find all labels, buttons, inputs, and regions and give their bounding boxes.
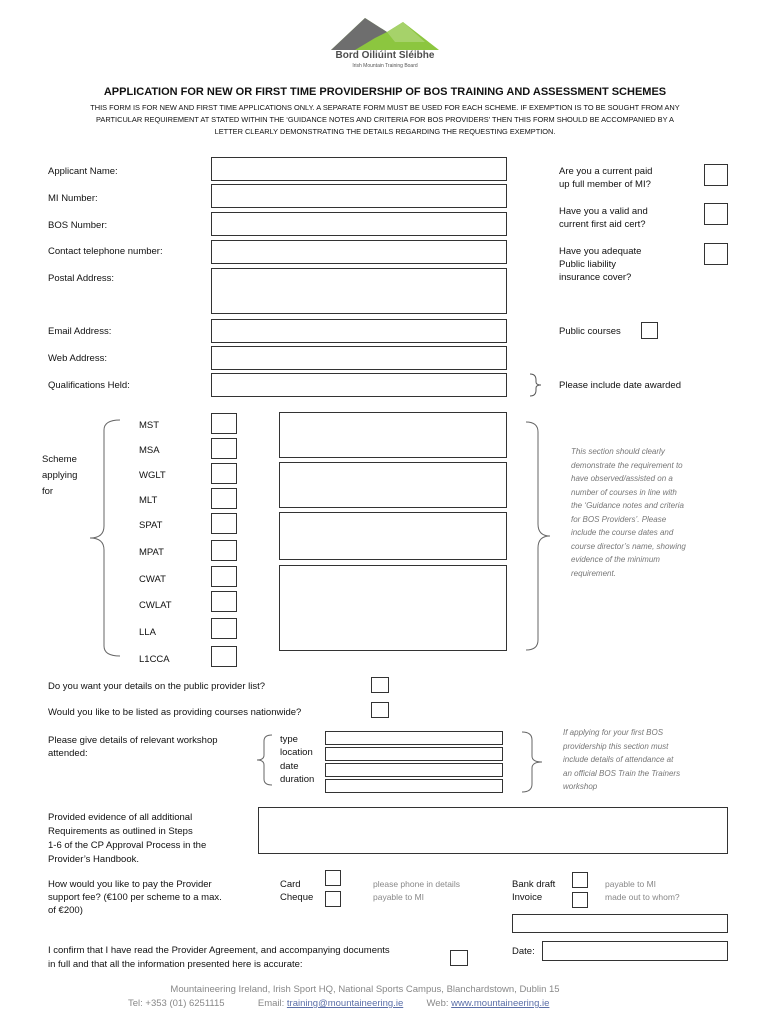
scheme-detail-field-2[interactable] [279,462,507,508]
workshop-note-line: include details of attendance at [563,755,674,764]
workshop-note-line: an official BOS Train the Trainers [563,768,681,778]
scheme-note-line: include the course dates and [571,528,674,537]
scheme-checkbox-mpat[interactable] [211,540,237,561]
intro-line-2: PARTICULAR REQUIREMENT AT STATED WITHIN THE ‘GUIDANCE NOTES AND CRITERIA FOR BOS PROVIDERS’ THEN THIS FORM SHOULD BE ACCOMPANIED BY A [96,115,674,124]
scheme-note-line: have observed/assisted on a [571,474,673,483]
scheme-label-l1cca: L1CCA [139,654,170,665]
email-field[interactable] [211,319,507,343]
insurance-question-line-3: insurance cover? [559,272,632,283]
first-aid-question-line-2: current first aid cert? [559,219,646,230]
logo [325,12,445,68]
workshop-row-location: location [280,747,313,758]
scheme-detail-field-3[interactable] [279,512,507,560]
postal-address-label: Postal Address: [48,273,115,284]
workshop-date-field[interactable] [325,763,503,777]
web-label: Web Address: [48,353,107,364]
scheme-detail-field-4[interactable] [279,565,507,651]
footer-address: Mountaineering Ireland, Irish Sport HQ, National Sports Campus, Blanchardstown, Dublin 15 [170,984,560,995]
applicant-name-label: Applicant Name: [48,166,118,177]
workshop-note [563,726,680,794]
declaration-line-2: in full and that all the information presented here is accurate: [48,959,303,970]
scheme-note-line: demonstrate the requirement to [571,460,683,470]
paid-member-question-line-1: Are you a current paid [559,166,653,177]
workshop-right-brace-icon [520,730,546,794]
scheme-checkbox-spat[interactable] [211,513,237,534]
footer-web-link[interactable]: www.mountaineering.ie [451,998,550,1009]
scheme-note [571,445,686,580]
contact-phone-field[interactable] [211,240,507,264]
payable-note-line-1: payable to MI [605,879,657,889]
workshop-label-line-2: attended: [48,748,88,759]
evidence-label [48,811,206,866]
qualifications-brace-icon [528,372,544,398]
bank-draft-checkbox[interactable] [572,872,588,888]
scheme-label-spat: SPAT [139,520,163,531]
workshop-label-line-1: Please give details of relevant workshop [48,735,218,746]
logo-org-sub: Irish Mountain Training Board [352,63,418,69]
qualifications-field[interactable] [211,373,507,397]
logo-org-name: Bord Oiliúint Sléibhe [335,50,435,61]
bos-number-label: BOS Number: [48,220,108,231]
date-field[interactable] [542,941,728,961]
phone-note-line-2: payable to MI [373,892,425,902]
scheme-label-lla: LLA [139,627,156,638]
qualifications-label: Qualifications Held: [48,380,130,391]
scheme-checkbox-mst[interactable] [211,413,237,434]
payable-note-line-2: made out to whom? [605,892,680,902]
workshop-note-line: providership this section must [563,741,669,751]
scheme-label-line-2: applying [42,470,78,481]
paid-member-checkbox[interactable] [704,164,728,186]
insurance-question-line-2: Public liability [559,259,617,270]
first-aid-checkbox[interactable] [704,203,728,225]
scheme-note-line: the ‘Guidance notes and criteria [571,501,684,510]
invoice-label: Invoice [512,892,543,903]
scheme-label-line-1: Scheme [42,454,77,465]
scheme-note-line: This section should clearly [571,447,665,456]
payment-question-line-3: of €200) [48,905,83,916]
public-list-checkbox[interactable] [371,677,389,693]
evidence-label-line: Requirements as outlined in Steps [48,826,193,837]
applicant-name-field[interactable] [211,157,507,181]
public-courses-checkbox[interactable] [641,322,658,339]
scheme-label-msa: MSA [139,445,160,456]
intro-line-1: THIS FORM IS FOR NEW AND FIRST TIME APPLICATIONS ONLY. A SEPARATE FORM MUST BE USED FOR EACH SCHEME. IF EXEMPTION IS TO BE SOUGHT FROM ANY [90,103,680,112]
scheme-note-line: evidence of the minimum [571,555,660,564]
invoice-payee-field[interactable] [512,914,728,933]
public-list-question: Do you want your details on the public provider list? [48,681,266,692]
evidence-field[interactable] [258,807,728,854]
declaration-line-1: I confirm that I have read the Provider Agreement, and accompanying documents [48,945,390,956]
scheme-left-brace-icon [86,418,122,658]
scheme-detail-field-1[interactable] [279,412,507,458]
scheme-note-line: number of courses in line with [571,487,677,497]
page-title: APPLICATION FOR NEW OR FIRST TIME PROVIDERSHIP OF BOS TRAINING AND ASSESSMENT SCHEMES [103,86,667,98]
scheme-checkbox-wglt[interactable] [211,463,237,484]
payment-question-line-1: How would you like to pay the Provider [48,879,212,890]
bos-number-field[interactable] [211,212,507,236]
postal-address-field[interactable] [211,268,507,314]
first-aid-question-line-1: Have you a valid and [559,206,648,217]
workshop-row-type: type [280,734,298,745]
qualifications-note: Please include date awarded [559,380,682,391]
cheque-label: Cheque [280,892,314,903]
workshop-row-duration: duration [280,774,315,785]
scheme-label-mst: MST [139,420,160,431]
scheme-checkbox-cwlat[interactable] [211,591,237,612]
contact-phone-label: Contact telephone number: [48,246,163,257]
nationwide-question: Would you like to be listed as providing courses nationwide? [48,707,302,718]
scheme-label-mpat: MPAT [139,547,164,558]
footer-tel: Tel: +353 (01) 6251115 [128,998,225,1009]
evidence-label-line: Provided evidence of all additional [48,812,193,823]
scheme-checkbox-msa[interactable] [211,438,237,459]
card-label: Card [280,879,301,890]
date-label: Date: [512,946,535,957]
cheque-checkbox[interactable] [325,891,341,907]
intro-line-3: LETTER CLEARLY DEMONSTRATING THE DETAILS REGARDING THE REQUESTING EXEMPTION. [214,127,556,136]
scheme-checkbox-mlt[interactable] [211,488,237,509]
public-courses-label: Public courses [559,326,621,337]
scheme-label-line-3: for [42,486,54,497]
mountain-logo-icon [325,12,445,52]
mi-number-field[interactable] [211,184,507,208]
footer-email-label: Email: [257,998,285,1009]
web-field[interactable] [211,346,507,370]
scheme-label-mlt: MLT [139,495,158,506]
scheme-checkbox-l1cca[interactable] [211,646,237,667]
footer-email-link[interactable]: training@mountaineering.ie [286,998,404,1009]
footer-contact [128,998,549,1009]
bank-draft-label: Bank draft [512,879,556,890]
card-checkbox[interactable] [325,870,341,886]
scheme-label-wglt: WGLT [139,470,166,481]
workshop-note-line: If applying for your first BOS [563,728,664,737]
workshop-location-field[interactable] [325,747,503,761]
scheme-checkbox-cwat[interactable] [211,566,237,587]
declaration-checkbox[interactable] [450,950,468,966]
workshop-row-date: date [280,761,299,772]
workshop-type-field[interactable] [325,731,503,745]
nationwide-checkbox[interactable] [371,702,389,718]
scheme-right-brace-icon [524,420,554,652]
scheme-note-line: course director’s name, showing [571,541,686,551]
payment-question-line-2: support fee? (€100 per scheme to a max. [48,892,222,903]
scheme-note-line: requirement. [571,568,616,578]
workshop-duration-field[interactable] [325,779,503,793]
invoice-checkbox[interactable] [572,892,588,908]
evidence-label-line: Provider’s Handbook. [48,854,140,865]
scheme-label-cwat: CWAT [139,574,166,585]
evidence-label-line: 1-6 of the CP Approval Process in the [48,840,207,851]
scheme-label-cwlat: CWLAT [139,600,172,611]
mi-number-label: MI Number: [48,193,98,204]
insurance-question-line-1: Have you adequate [559,246,642,257]
workshop-note-line: workshop [563,782,598,791]
footer-web-label: Web: [426,998,449,1009]
phone-note-line-1: please phone in details [373,879,460,889]
paid-member-question-line-2: up full member of MI? [559,179,651,190]
scheme-checkbox-lla[interactable] [211,618,237,639]
insurance-checkbox[interactable] [704,243,728,265]
scheme-note-line: for BOS Providers’. Please [571,514,667,524]
email-label: Email Address: [48,326,112,337]
workshop-brace-icon [254,733,274,787]
